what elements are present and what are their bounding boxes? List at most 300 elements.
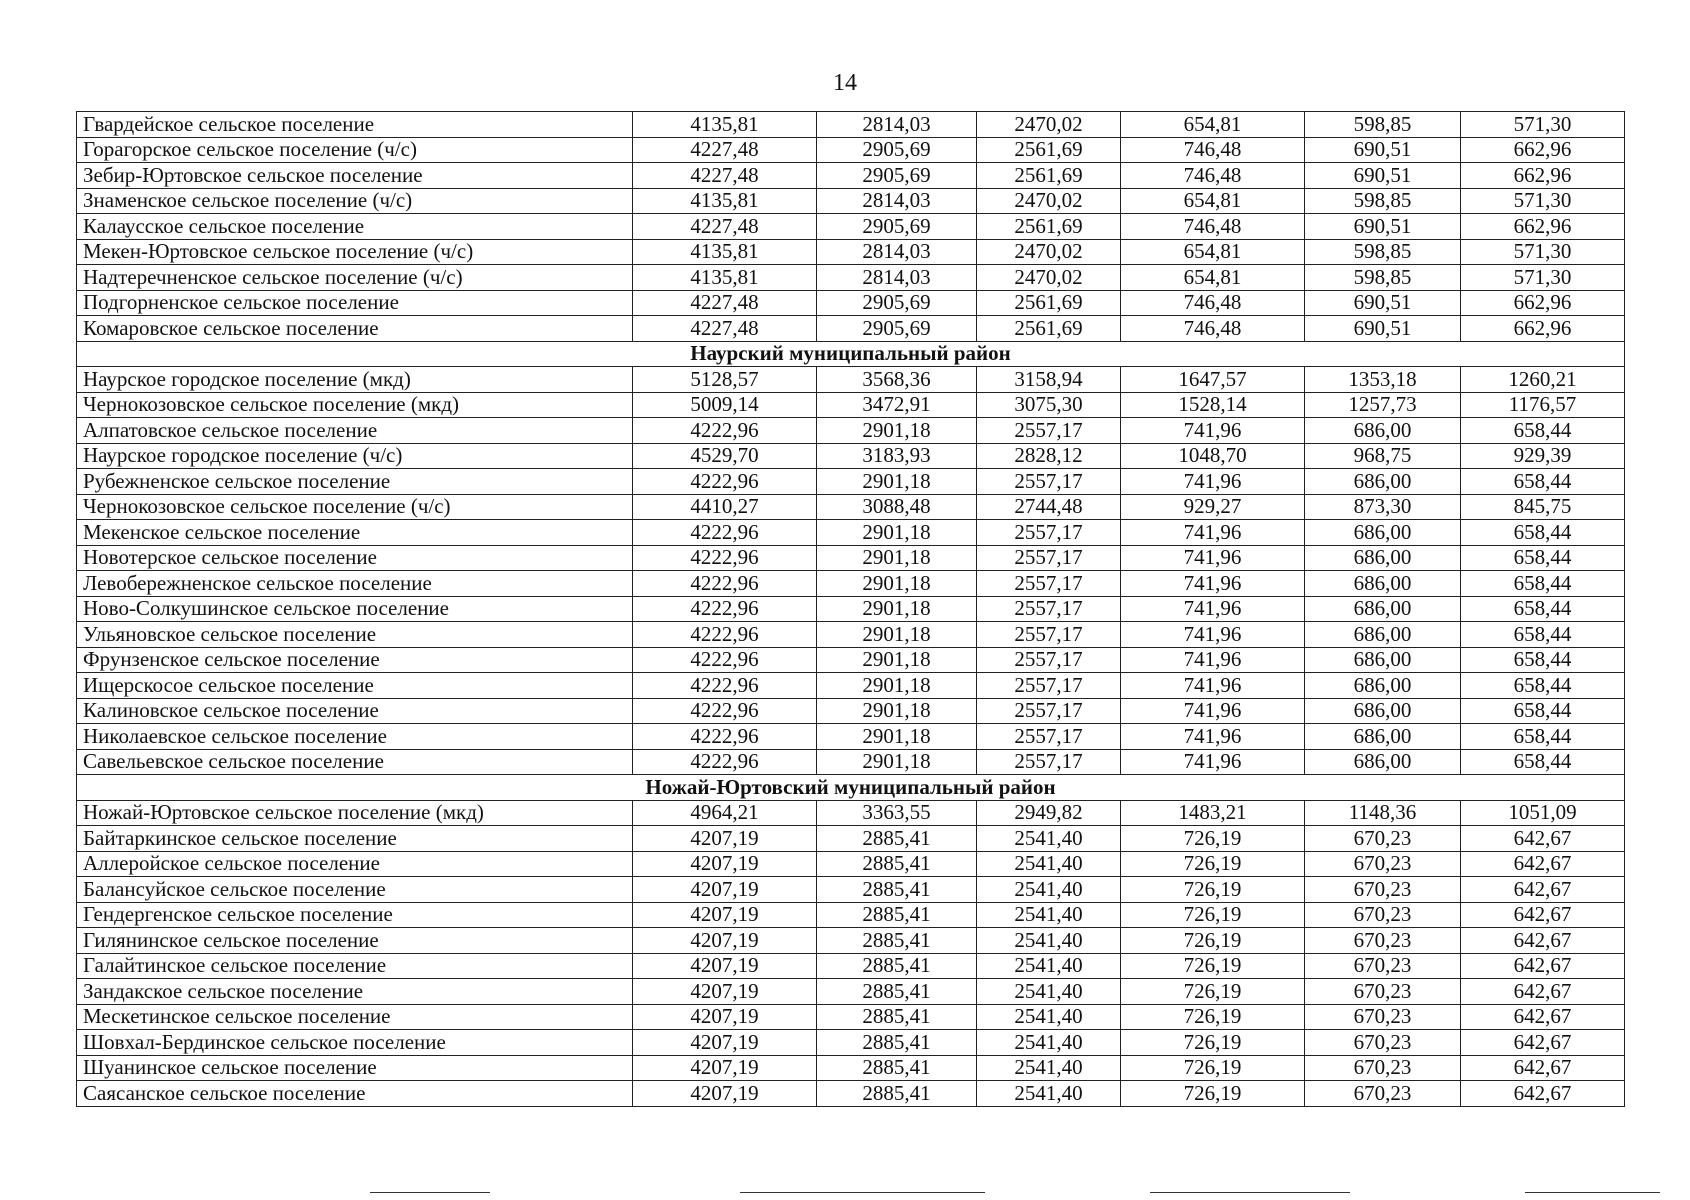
value-cell: 2557,17 xyxy=(977,571,1121,597)
value-cell: 4207,19 xyxy=(633,851,817,877)
value-cell: 4222,96 xyxy=(633,673,817,699)
value-cell: 2901,18 xyxy=(817,622,977,648)
value-cell: 4135,81 xyxy=(633,188,817,214)
value-cell: 4222,96 xyxy=(633,622,817,648)
section-title: Ножай-Юртовский муниципальный район xyxy=(77,775,1625,801)
value-cell: 658,44 xyxy=(1461,545,1625,571)
value-cell: 3088,48 xyxy=(817,494,977,520)
settlement-name-cell: Знаменское сельское поселение (ч/с) xyxy=(77,188,633,214)
value-cell: 2814,03 xyxy=(817,112,977,138)
value-cell: 2885,41 xyxy=(817,1055,977,1081)
value-cell: 2905,69 xyxy=(817,214,977,240)
value-cell: 670,23 xyxy=(1305,979,1461,1005)
value-cell: 2557,17 xyxy=(977,673,1121,699)
value-cell: 598,85 xyxy=(1305,188,1461,214)
value-cell: 2470,02 xyxy=(977,239,1121,265)
value-cell: 642,67 xyxy=(1461,1030,1625,1056)
value-cell: 4207,19 xyxy=(633,1055,817,1081)
settlement-name-cell: Гвардейское сельское поселение xyxy=(77,112,633,138)
value-cell: 662,96 xyxy=(1461,163,1625,189)
value-cell: 686,00 xyxy=(1305,571,1461,597)
settlement-name-cell: Новотерское сельское поселение xyxy=(77,545,633,571)
value-cell: 2814,03 xyxy=(817,265,977,291)
value-cell: 658,44 xyxy=(1461,418,1625,444)
value-cell: 4227,48 xyxy=(633,290,817,316)
value-cell: 741,96 xyxy=(1121,749,1305,775)
value-cell: 726,19 xyxy=(1121,928,1305,954)
value-cell: 658,44 xyxy=(1461,571,1625,597)
value-cell: 4207,19 xyxy=(633,979,817,1005)
value-cell: 2541,40 xyxy=(977,928,1121,954)
value-cell: 4207,19 xyxy=(633,1081,817,1107)
value-cell: 2905,69 xyxy=(817,316,977,342)
value-cell: 2885,41 xyxy=(817,851,977,877)
settlement-name-cell: Ищерскосое сельское поселение xyxy=(77,673,633,699)
value-cell: 598,85 xyxy=(1305,112,1461,138)
value-cell: 686,00 xyxy=(1305,724,1461,750)
value-cell: 2541,40 xyxy=(977,877,1121,903)
value-cell: 2541,40 xyxy=(977,1055,1121,1081)
value-cell: 4964,21 xyxy=(633,800,817,826)
value-cell: 4207,19 xyxy=(633,826,817,852)
value-cell: 746,48 xyxy=(1121,290,1305,316)
value-cell: 741,96 xyxy=(1121,673,1305,699)
table-row xyxy=(77,545,1625,571)
settlement-name-cell: Гендергенское сельское поселение xyxy=(77,902,633,928)
table-row xyxy=(77,596,1625,622)
value-cell: 1260,21 xyxy=(1461,367,1625,393)
value-cell: 4207,19 xyxy=(633,877,817,903)
table-row xyxy=(77,902,1625,928)
value-cell: 968,75 xyxy=(1305,443,1461,469)
table-row xyxy=(77,800,1625,826)
value-cell: 2561,69 xyxy=(977,316,1121,342)
value-cell: 746,48 xyxy=(1121,214,1305,240)
value-cell: 4222,96 xyxy=(633,469,817,495)
value-cell: 598,85 xyxy=(1305,265,1461,291)
table-row xyxy=(77,622,1625,648)
settlement-name-cell: Подгорненское сельское поселение xyxy=(77,290,633,316)
settlement-name-cell: Николаевское сельское поселение xyxy=(77,724,633,750)
settlement-name-cell: Ново-Солкушинское сельское поселение xyxy=(77,596,633,622)
settlement-name-cell: Зандакское сельское поселение xyxy=(77,979,633,1005)
settlement-name-cell: Мекенское сельское поселение xyxy=(77,520,633,546)
section-header-row xyxy=(77,775,1625,801)
value-cell: 662,96 xyxy=(1461,290,1625,316)
value-cell: 1353,18 xyxy=(1305,367,1461,393)
section-header-row xyxy=(77,341,1625,367)
value-cell: 741,96 xyxy=(1121,724,1305,750)
settlement-name-cell: Калаусское сельское поселение xyxy=(77,214,633,240)
value-cell: 654,81 xyxy=(1121,112,1305,138)
settlement-name-cell: Саясанское сельское поселение xyxy=(77,1081,633,1107)
value-cell: 726,19 xyxy=(1121,851,1305,877)
table-row xyxy=(77,443,1625,469)
value-cell: 2561,69 xyxy=(977,137,1121,163)
table-row xyxy=(77,928,1625,954)
value-cell: 741,96 xyxy=(1121,545,1305,571)
value-cell: 642,67 xyxy=(1461,902,1625,928)
settlement-name-cell: Калиновское сельское поселение xyxy=(77,698,633,724)
value-cell: 2541,40 xyxy=(977,902,1121,928)
value-cell: 670,23 xyxy=(1305,953,1461,979)
value-cell: 2557,17 xyxy=(977,749,1121,775)
value-cell: 4207,19 xyxy=(633,953,817,979)
value-cell: 2557,17 xyxy=(977,622,1121,648)
value-cell: 2470,02 xyxy=(977,265,1121,291)
value-cell: 5128,57 xyxy=(633,367,817,393)
table-row xyxy=(77,316,1625,342)
value-cell: 741,96 xyxy=(1121,622,1305,648)
value-cell: 2561,69 xyxy=(977,290,1121,316)
value-cell: 670,23 xyxy=(1305,902,1461,928)
value-cell: 2470,02 xyxy=(977,188,1121,214)
table-row xyxy=(77,724,1625,750)
settlement-name-cell: Комаровское сельское поселение xyxy=(77,316,633,342)
table-row xyxy=(77,698,1625,724)
value-cell: 873,30 xyxy=(1305,494,1461,520)
value-cell: 929,39 xyxy=(1461,443,1625,469)
value-cell: 4135,81 xyxy=(633,112,817,138)
value-cell: 598,85 xyxy=(1305,239,1461,265)
table-row xyxy=(77,979,1625,1005)
value-cell: 726,19 xyxy=(1121,979,1305,1005)
value-cell: 2901,18 xyxy=(817,469,977,495)
table-row xyxy=(77,520,1625,546)
value-cell: 670,23 xyxy=(1305,1030,1461,1056)
value-cell: 726,19 xyxy=(1121,826,1305,852)
value-cell: 741,96 xyxy=(1121,571,1305,597)
value-cell: 670,23 xyxy=(1305,826,1461,852)
value-cell: 662,96 xyxy=(1461,137,1625,163)
section-title: Наурский муниципальный район xyxy=(77,341,1625,367)
value-cell: 4135,81 xyxy=(633,265,817,291)
value-cell: 4227,48 xyxy=(633,214,817,240)
settlement-name-cell: Зебир-Юртовское сельское поселение xyxy=(77,163,633,189)
table-row xyxy=(77,1004,1625,1030)
settlement-name-cell: Шуанинское сельское поселение xyxy=(77,1055,633,1081)
value-cell: 2905,69 xyxy=(817,163,977,189)
value-cell: 2557,17 xyxy=(977,724,1121,750)
value-cell: 4135,81 xyxy=(633,239,817,265)
value-cell: 670,23 xyxy=(1305,1004,1461,1030)
value-cell: 2901,18 xyxy=(817,520,977,546)
value-cell: 3158,94 xyxy=(977,367,1121,393)
value-cell: 690,51 xyxy=(1305,214,1461,240)
value-cell: 3363,55 xyxy=(817,800,977,826)
value-cell: 2557,17 xyxy=(977,698,1121,724)
table-row xyxy=(77,392,1625,418)
value-cell: 741,96 xyxy=(1121,647,1305,673)
tariff-table xyxy=(76,111,1625,1107)
value-cell: 2885,41 xyxy=(817,953,977,979)
value-cell: 726,19 xyxy=(1121,877,1305,903)
value-cell: 686,00 xyxy=(1305,749,1461,775)
value-cell: 642,67 xyxy=(1461,1081,1625,1107)
value-cell: 2885,41 xyxy=(817,877,977,903)
value-cell: 571,30 xyxy=(1461,265,1625,291)
value-cell: 2885,41 xyxy=(817,1004,977,1030)
signature-line xyxy=(370,1192,490,1193)
table-row xyxy=(77,265,1625,291)
table-row xyxy=(77,953,1625,979)
page-number: 14 xyxy=(833,70,857,96)
settlement-name-cell: Наурское городское поселение (мкд) xyxy=(77,367,633,393)
value-cell: 2885,41 xyxy=(817,1030,977,1056)
value-cell: 4222,96 xyxy=(633,749,817,775)
settlement-name-cell: Рубежненское сельское поселение xyxy=(77,469,633,495)
value-cell: 2557,17 xyxy=(977,520,1121,546)
settlement-name-cell: Левобережненское сельское поселение xyxy=(77,571,633,597)
settlement-name-cell: Байтаркинское сельское поселение xyxy=(77,826,633,852)
value-cell: 3472,91 xyxy=(817,392,977,418)
table-row xyxy=(77,214,1625,240)
value-cell: 2901,18 xyxy=(817,596,977,622)
value-cell: 4222,96 xyxy=(633,520,817,546)
value-cell: 4222,96 xyxy=(633,571,817,597)
settlement-name-cell: Аллеройское сельское поселение xyxy=(77,851,633,877)
table-row xyxy=(77,1030,1625,1056)
value-cell: 2828,12 xyxy=(977,443,1121,469)
settlement-name-cell: Чернокозовское сельское поселение (мкд) xyxy=(77,392,633,418)
table-body xyxy=(77,112,1625,1107)
value-cell: 690,51 xyxy=(1305,137,1461,163)
value-cell: 2541,40 xyxy=(977,1004,1121,1030)
value-cell: 2814,03 xyxy=(817,188,977,214)
table-row xyxy=(77,826,1625,852)
settlement-name-cell: Балансуйское сельское поселение xyxy=(77,877,633,903)
value-cell: 741,96 xyxy=(1121,520,1305,546)
value-cell: 726,19 xyxy=(1121,1004,1305,1030)
settlement-name-cell: Фрунзенское сельское поселение xyxy=(77,647,633,673)
value-cell: 726,19 xyxy=(1121,902,1305,928)
signature-line xyxy=(1525,1192,1660,1193)
table-row xyxy=(77,418,1625,444)
value-cell: 1048,70 xyxy=(1121,443,1305,469)
value-cell: 2541,40 xyxy=(977,1030,1121,1056)
value-cell: 642,67 xyxy=(1461,1055,1625,1081)
value-cell: 741,96 xyxy=(1121,418,1305,444)
value-cell: 2557,17 xyxy=(977,596,1121,622)
value-cell: 2885,41 xyxy=(817,979,977,1005)
value-cell: 1148,36 xyxy=(1305,800,1461,826)
value-cell: 654,81 xyxy=(1121,239,1305,265)
value-cell: 2901,18 xyxy=(817,545,977,571)
value-cell: 4227,48 xyxy=(633,163,817,189)
value-cell: 5009,14 xyxy=(633,392,817,418)
value-cell: 2541,40 xyxy=(977,826,1121,852)
value-cell: 4222,96 xyxy=(633,545,817,571)
value-cell: 1483,21 xyxy=(1121,800,1305,826)
value-cell: 642,67 xyxy=(1461,1004,1625,1030)
value-cell: 1176,57 xyxy=(1461,392,1625,418)
value-cell: 4207,19 xyxy=(633,1004,817,1030)
value-cell: 2901,18 xyxy=(817,647,977,673)
value-cell: 1257,73 xyxy=(1305,392,1461,418)
value-cell: 4222,96 xyxy=(633,596,817,622)
value-cell: 686,00 xyxy=(1305,520,1461,546)
table-row xyxy=(77,469,1625,495)
value-cell: 670,23 xyxy=(1305,877,1461,903)
value-cell: 929,27 xyxy=(1121,494,1305,520)
settlement-name-cell: Ножай-Юртовское сельское поселение (мкд) xyxy=(77,800,633,826)
value-cell: 2814,03 xyxy=(817,239,977,265)
value-cell: 2901,18 xyxy=(817,698,977,724)
value-cell: 662,96 xyxy=(1461,316,1625,342)
value-cell: 2744,48 xyxy=(977,494,1121,520)
value-cell: 2901,18 xyxy=(817,418,977,444)
table-row xyxy=(77,571,1625,597)
value-cell: 2905,69 xyxy=(817,137,977,163)
value-cell: 642,67 xyxy=(1461,877,1625,903)
table-row xyxy=(77,749,1625,775)
value-cell: 686,00 xyxy=(1305,418,1461,444)
value-cell: 642,67 xyxy=(1461,979,1625,1005)
table-row xyxy=(77,1081,1625,1107)
value-cell: 2561,69 xyxy=(977,214,1121,240)
settlement-name-cell: Чернокозовское сельское поселение (ч/с) xyxy=(77,494,633,520)
value-cell: 690,51 xyxy=(1305,316,1461,342)
signature-line xyxy=(1150,1192,1350,1193)
value-cell: 746,48 xyxy=(1121,163,1305,189)
table-row xyxy=(77,290,1625,316)
value-cell: 670,23 xyxy=(1305,851,1461,877)
value-cell: 690,51 xyxy=(1305,163,1461,189)
value-cell: 658,44 xyxy=(1461,596,1625,622)
value-cell: 2470,02 xyxy=(977,112,1121,138)
value-cell: 642,67 xyxy=(1461,826,1625,852)
settlement-name-cell: Наурское городское поселение (ч/с) xyxy=(77,443,633,469)
table-row xyxy=(77,163,1625,189)
table-row xyxy=(77,647,1625,673)
value-cell: 658,44 xyxy=(1461,469,1625,495)
value-cell: 658,44 xyxy=(1461,698,1625,724)
value-cell: 642,67 xyxy=(1461,953,1625,979)
value-cell: 4227,48 xyxy=(633,137,817,163)
value-cell: 571,30 xyxy=(1461,112,1625,138)
value-cell: 686,00 xyxy=(1305,622,1461,648)
settlement-name-cell: Шовхал-Бердинское сельское поселение xyxy=(77,1030,633,1056)
value-cell: 4222,96 xyxy=(633,724,817,750)
table-row xyxy=(77,188,1625,214)
value-cell: 2557,17 xyxy=(977,647,1121,673)
value-cell: 4207,19 xyxy=(633,1030,817,1056)
value-cell: 2557,17 xyxy=(977,469,1121,495)
value-cell: 658,44 xyxy=(1461,724,1625,750)
value-cell: 670,23 xyxy=(1305,1055,1461,1081)
value-cell: 2541,40 xyxy=(977,851,1121,877)
value-cell: 2949,82 xyxy=(977,800,1121,826)
value-cell: 2557,17 xyxy=(977,418,1121,444)
table-row xyxy=(77,239,1625,265)
value-cell: 686,00 xyxy=(1305,469,1461,495)
table-row xyxy=(77,877,1625,903)
settlement-name-cell: Савельевское сельское поселение xyxy=(77,749,633,775)
value-cell: 658,44 xyxy=(1461,749,1625,775)
signature-line xyxy=(740,1192,985,1193)
settlement-name-cell: Гилянинское сельское поселение xyxy=(77,928,633,954)
value-cell: 4207,19 xyxy=(633,902,817,928)
value-cell: 741,96 xyxy=(1121,469,1305,495)
settlement-name-cell: Алпатовское сельское поселение xyxy=(77,418,633,444)
value-cell: 2885,41 xyxy=(817,826,977,852)
settlement-name-cell: Мескетинское сельское поселение xyxy=(77,1004,633,1030)
value-cell: 726,19 xyxy=(1121,1081,1305,1107)
value-cell: 571,30 xyxy=(1461,188,1625,214)
value-cell: 4222,96 xyxy=(633,418,817,444)
value-cell: 2541,40 xyxy=(977,953,1121,979)
value-cell: 2557,17 xyxy=(977,545,1121,571)
value-cell: 4410,27 xyxy=(633,494,817,520)
settlement-name-cell: Мекен-Юртовское сельское поселение (ч/с) xyxy=(77,239,633,265)
value-cell: 2541,40 xyxy=(977,979,1121,1005)
value-cell: 2901,18 xyxy=(817,749,977,775)
table-row xyxy=(77,673,1625,699)
table-row xyxy=(77,851,1625,877)
value-cell: 746,48 xyxy=(1121,316,1305,342)
value-cell: 658,44 xyxy=(1461,520,1625,546)
value-cell: 2541,40 xyxy=(977,1081,1121,1107)
value-cell: 686,00 xyxy=(1305,545,1461,571)
value-cell: 1647,57 xyxy=(1121,367,1305,393)
value-cell: 4227,48 xyxy=(633,316,817,342)
value-cell: 658,44 xyxy=(1461,622,1625,648)
value-cell: 571,30 xyxy=(1461,239,1625,265)
value-cell: 686,00 xyxy=(1305,698,1461,724)
value-cell: 2901,18 xyxy=(817,724,977,750)
value-cell: 686,00 xyxy=(1305,596,1461,622)
table-row xyxy=(77,1055,1625,1081)
value-cell: 2901,18 xyxy=(817,673,977,699)
value-cell: 741,96 xyxy=(1121,698,1305,724)
value-cell: 726,19 xyxy=(1121,1030,1305,1056)
settlement-name-cell: Ульяновское сельское поселение xyxy=(77,622,633,648)
value-cell: 4529,70 xyxy=(633,443,817,469)
table-row xyxy=(77,494,1625,520)
value-cell: 686,00 xyxy=(1305,647,1461,673)
value-cell: 2905,69 xyxy=(817,290,977,316)
value-cell: 4222,96 xyxy=(633,647,817,673)
value-cell: 654,81 xyxy=(1121,188,1305,214)
value-cell: 2885,41 xyxy=(817,902,977,928)
table-row xyxy=(77,112,1625,138)
value-cell: 686,00 xyxy=(1305,673,1461,699)
value-cell: 3568,36 xyxy=(817,367,977,393)
value-cell: 741,96 xyxy=(1121,596,1305,622)
value-cell: 662,96 xyxy=(1461,214,1625,240)
value-cell: 670,23 xyxy=(1305,928,1461,954)
value-cell: 726,19 xyxy=(1121,953,1305,979)
settlement-name-cell: Надтеречненское сельское поселение (ч/с) xyxy=(77,265,633,291)
value-cell: 642,67 xyxy=(1461,928,1625,954)
value-cell: 670,23 xyxy=(1305,1081,1461,1107)
value-cell: 726,19 xyxy=(1121,1055,1305,1081)
value-cell: 3183,93 xyxy=(817,443,977,469)
value-cell: 658,44 xyxy=(1461,647,1625,673)
value-cell: 2561,69 xyxy=(977,163,1121,189)
value-cell: 2885,41 xyxy=(817,1081,977,1107)
value-cell: 845,75 xyxy=(1461,494,1625,520)
value-cell: 642,67 xyxy=(1461,851,1625,877)
table-row xyxy=(77,137,1625,163)
value-cell: 4207,19 xyxy=(633,928,817,954)
value-cell: 1051,09 xyxy=(1461,800,1625,826)
value-cell: 2901,18 xyxy=(817,571,977,597)
value-cell: 3075,30 xyxy=(977,392,1121,418)
table-row xyxy=(77,367,1625,393)
settlement-name-cell: Горагорское сельское поселение (ч/с) xyxy=(77,137,633,163)
value-cell: 690,51 xyxy=(1305,290,1461,316)
